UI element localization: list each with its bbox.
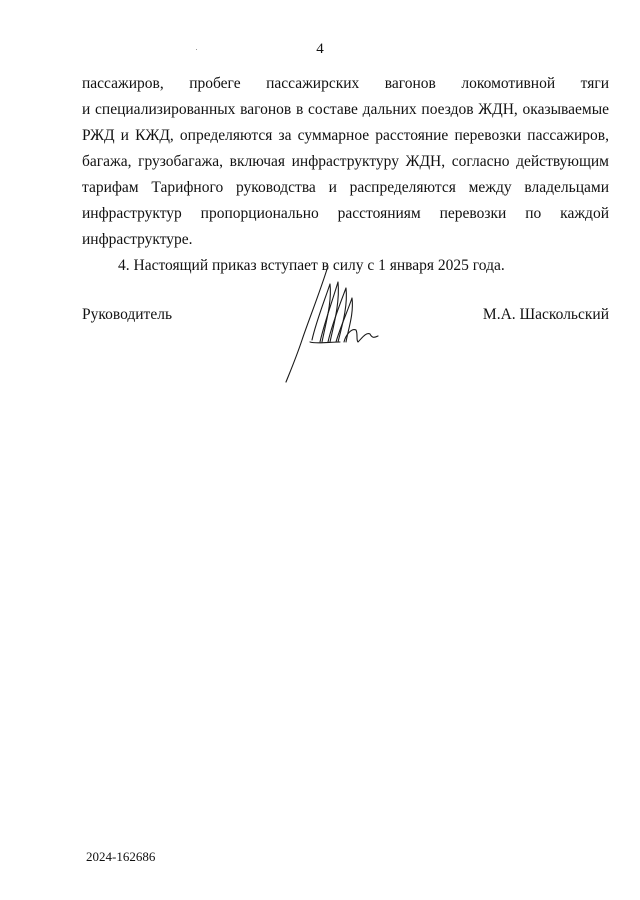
text-line: РЖД и КЖД, определяются за суммарное расстояние перевозки пассажиров,: [82, 127, 609, 144]
text-line: инфраструктур пропорционально расстояниям перевозки по каждой: [82, 205, 609, 222]
handwritten-signature: [280, 262, 390, 387]
text-line: инфраструктуре.: [82, 231, 193, 248]
signatory-name: М.А. Шаскольский: [482, 306, 609, 323]
text-line: пассажиров, пробеге пассажирских вагонов локомотивной тяги: [82, 75, 609, 92]
text-line: тарифам Тарифного руководства и распределяются между владельцами: [82, 179, 609, 196]
page-number: 4: [316, 41, 324, 57]
paragraph-4: 4. Настоящий приказ вступает в силу с 1 января 2025 года.: [118, 257, 505, 274]
text-line: багажа, грузобагажа, включая инфраструктуру ЖДН, согласно действующим: [82, 153, 609, 170]
signatory-role: Руководитель: [82, 306, 173, 323]
document-id: 2024-162686: [86, 849, 156, 864]
paragraph-continuation: [82, 71, 609, 253]
text-line: и специализированных вагонов в составе дальних поездов ЖДН, оказываемые: [82, 101, 609, 118]
scan-speck: [196, 49, 197, 50]
document-body: [82, 71, 609, 279]
